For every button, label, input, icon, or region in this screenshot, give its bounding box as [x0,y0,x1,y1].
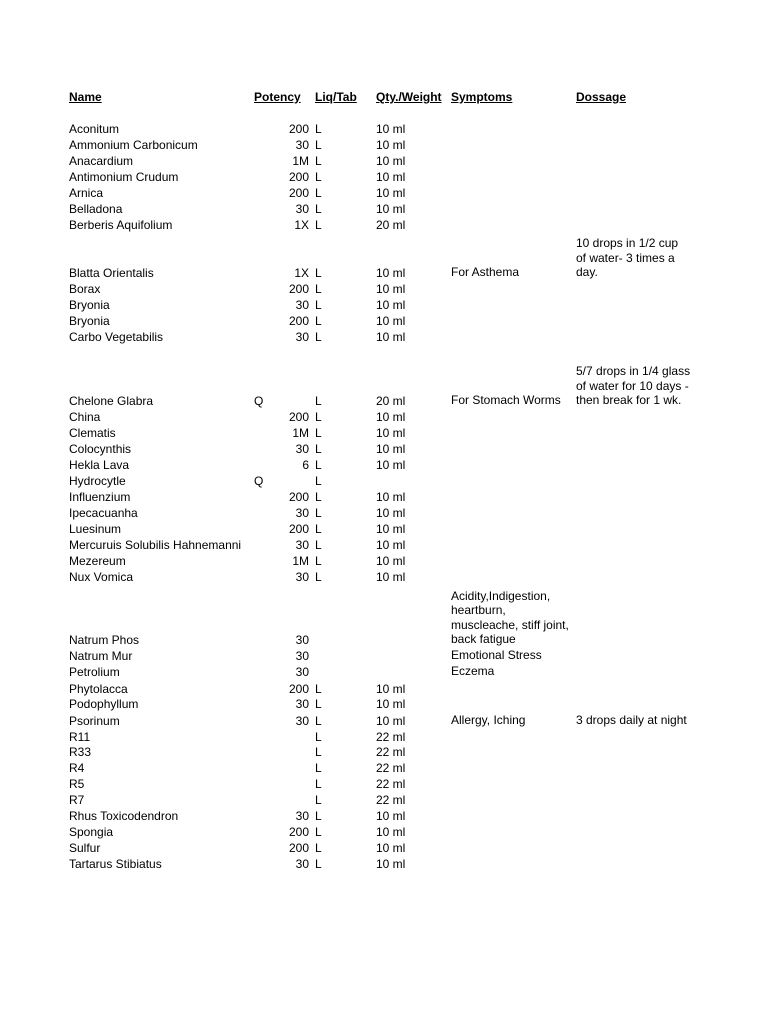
remedy-name: Ammonium Carbonicum [69,138,198,152]
remedy-name: Influenzium [69,490,131,504]
remedy-name: R4 [69,761,85,775]
table-row [0,425,768,441]
remedy-name: Mezereum [69,554,126,568]
remedy-qty: 10 ml [376,202,406,216]
remedy-name: R33 [69,745,92,759]
remedy-name: Bryonia [69,298,110,312]
table-row [0,313,768,329]
remedy-qty: 10 ml [376,282,406,296]
remedy-liq-tab: L [315,282,322,296]
remedy-qty: 22 ml [376,730,406,744]
remedy-qty: 22 ml [376,745,406,759]
remedy-liq-tab: L [315,298,322,312]
table-row [0,409,768,425]
header-row [0,89,768,105]
table-row [0,856,768,872]
remedy-liq-tab: L [315,506,322,520]
table-row [0,632,768,648]
remedy-qty: 10 ml [376,841,406,855]
remedy-potency: 1M [292,554,309,568]
remedy-qty: 10 ml [376,825,406,839]
remedy-potency: 30 [295,714,309,728]
remedy-liq-tab: L [315,394,322,408]
table-row [0,840,768,856]
remedy-liq-tab: L [315,266,322,280]
remedy-qty: 10 ml [376,410,406,424]
table-row [0,217,768,233]
remedy-potency: 30 [295,570,309,584]
table-row [0,824,768,840]
table-row [0,137,768,153]
remedy-potency: 30 [295,809,309,823]
remedy-liq-tab: L [315,522,322,536]
remedy-liq-tab: L [315,777,322,791]
table-row [0,489,768,505]
remedy-liq-tab: L [315,538,322,552]
remedy-potency: 200 [288,682,309,696]
remedy-potency: 30 [295,649,309,663]
table-row [0,281,768,297]
remedy-symptoms: Acidity,Indigestion, heartburn, muscleache, stiff joint, back fatigue [451,588,569,647]
remedy-liq-tab: L [315,154,322,168]
remedy-potency: 200 [288,522,309,536]
remedy-potency: 30 [295,857,309,871]
remedy-name: Sulfur [69,841,101,855]
remedy-qty: 22 ml [376,761,406,775]
remedy-name: Borax [69,282,101,296]
remedy-qty: 10 ml [376,314,406,328]
remedy-qty: 22 ml [376,793,406,807]
header-name: Name [69,90,102,104]
table-row [0,537,768,553]
remedy-name: Petrolium [69,665,120,679]
table-row [0,153,768,169]
table-row [0,329,768,345]
table-row [0,457,768,473]
remedy-potency: 200 [288,122,309,136]
remedy-liq-tab: L [315,825,322,839]
header-potency: Potency [254,90,301,104]
remedy-name: Antimonium Crudum [69,170,179,184]
remedy-qty: 10 ml [376,170,406,184]
remedy-potency: 1M [292,426,309,440]
table-row [0,201,768,217]
remedy-liq-tab: L [315,714,322,728]
remedy-potency: 30 [295,298,309,312]
remedy-qty: 10 ml [376,522,406,536]
table-row [0,441,768,457]
remedy-symptoms: For Asthema [451,265,520,279]
remedy-liq-tab: L [315,809,322,823]
remedy-name: Natrum Phos [69,633,140,647]
remedy-qty: 10 ml [376,809,406,823]
remedy-liq-tab: L [315,186,322,200]
remedy-potency: 30 [295,442,309,456]
header-dossage: Dossage [576,90,627,104]
remedy-potency: 30 [295,697,309,711]
header-liq-tab: Liq/Tab [315,90,357,104]
remedy-qty: 10 ml [376,186,406,200]
remedy-liq-tab: L [315,138,322,152]
remedy-symptoms: Allergy, Iching [451,713,526,727]
remedy-liq-tab: L [315,410,322,424]
remedy-potency: 1X [294,218,309,232]
remedy-dossage: 3 drops daily at night [576,713,687,727]
remedy-liq-tab: L [315,442,322,456]
remedy-liq-tab: L [315,122,322,136]
remedy-name: Hekla Lava [69,458,130,472]
remedy-liq-tab: L [315,490,322,504]
table-row [0,553,768,569]
remedy-potency: 200 [288,282,309,296]
remedy-liq-tab: L [315,697,322,711]
remedy-name: Belladona [69,202,123,216]
remedy-qty: 10 ml [376,138,406,152]
remedy-potency: 30 [295,138,309,152]
remedy-name: Bryonia [69,314,110,328]
remedy-name: R11 [69,730,91,744]
table-row [0,760,768,776]
header-symptoms: Symptoms [451,90,513,104]
remedy-name: Podophyllum [69,697,139,711]
remedy-liq-tab: L [315,761,322,775]
table-row [0,776,768,792]
remedy-liq-tab: L [315,314,322,328]
remedy-name: Ipecacuanha [69,506,138,520]
table-row [0,664,768,680]
remedy-liq-tab: L [315,330,322,344]
remedy-liq-tab: L [315,458,322,472]
remedy-name: Luesinum [69,522,122,536]
table-row [0,808,768,824]
remedy-qty: 10 ml [376,714,406,728]
remedy-liq-tab: L [315,857,322,871]
remedy-liq-tab: L [315,841,322,855]
remedy-qty: 10 ml [376,298,406,312]
remedy-liq-tab: L [315,170,322,184]
remedy-potency: 200 [288,841,309,855]
remedy-qty: 10 ml [376,490,406,504]
remedy-liq-tab: L [315,730,322,744]
remedy-name: Clematis [69,426,116,440]
remedy-name: Colocynthis [69,442,132,456]
remedy-name: Rhus Toxicodendron [69,809,179,823]
remedy-potency: 200 [288,825,309,839]
remedy-potency: 30 [295,202,309,216]
remedy-liq-tab: L [315,218,322,232]
remedy-name: Anacardium [69,154,134,168]
remedy-dossage: 10 drops in 1/2 cup of water- 3 times a day. [576,236,679,279]
remedy-liq-tab: L [315,793,322,807]
remedy-name: Arnica [69,186,104,200]
header-qty-weight: Qty./Weight [376,90,442,104]
remedy-name: Mercuruis Solubilis Hahnemanni [69,538,242,552]
remedy-liq-tab: L [315,426,322,440]
remedy-qty: 10 ml [376,857,406,871]
remedy-qty: 10 ml [376,442,406,456]
remedy-qty: 10 ml [376,506,406,520]
table-row [0,505,768,521]
remedy-name: R7 [69,793,85,807]
remedy-potency: 200 [288,186,309,200]
remedy-potency: Q [254,394,264,408]
remedy-name: Tartarus Stibiatus [69,857,162,871]
remedy-name: R5 [69,777,85,791]
remedy-potency: 200 [288,410,309,424]
remedy-qty: 10 ml [376,330,406,344]
table-row [0,121,768,137]
remedy-symptoms: Emotional Stress [451,648,542,662]
remedy-qty: 20 ml [376,218,406,232]
table-row [0,648,768,664]
remedy-qty: 10 ml [376,554,406,568]
remedy-name: Hydrocytle [69,474,126,488]
table-row [0,473,768,489]
remedy-name: Phytolacca [69,682,128,696]
remedy-potency: 6 [302,458,309,472]
remedy-name: Natrum Mur [69,649,133,663]
remedy-name: Carbo Vegetabilis [69,330,164,344]
remedy-potency: 200 [288,314,309,328]
table-row [0,744,768,760]
remedy-potency: 30 [295,633,309,647]
remedy-qty: 10 ml [376,122,406,136]
table-row [0,792,768,808]
table-row [0,681,768,697]
remedy-name: Berberis Aquifolium [69,218,173,232]
remedy-potency: 30 [295,665,309,679]
remedy-potency: 1M [292,154,309,168]
remedy-liq-tab: L [315,745,322,759]
remedy-potency: 30 [295,330,309,344]
table-row [0,297,768,313]
remedy-name: Blatta Orientalis [69,266,154,280]
remedy-liq-tab: L [315,202,322,216]
remedy-liq-tab: L [315,474,322,488]
table-row [0,185,768,201]
remedy-name: Chelone Glabra [69,394,154,408]
remedy-potency: 30 [295,538,309,552]
remedy-potency: 200 [288,490,309,504]
remedy-qty: 10 ml [376,458,406,472]
remedy-potency: 1X [294,266,309,280]
remedy-liq-tab: L [315,682,322,696]
remedy-qty: 10 ml [376,697,406,711]
remedy-name: Aconitum [69,122,120,136]
table-row [0,521,768,537]
remedy-qty: 10 ml [376,266,406,280]
remedy-liq-tab: L [315,570,322,584]
remedy-qty: 10 ml [376,426,406,440]
remedy-qty: 10 ml [376,682,406,696]
remedy-name: Nux Vomica [69,570,134,584]
remedy-name: China [69,410,101,424]
remedy-qty: 22 ml [376,777,406,791]
remedy-name: Psorinum [69,714,120,728]
remedy-name: Spongia [69,825,114,839]
remedy-dossage: 5/7 drops in 1/4 glass of water for 10 days - then break for 1 wk. [576,364,691,407]
remedy-liq-tab: L [315,554,322,568]
remedy-potency: Q [254,474,264,488]
table-row [0,169,768,185]
remedy-qty: 10 ml [376,154,406,168]
remedy-symptoms: For Stomach Worms [451,393,561,407]
remedy-qty: 10 ml [376,538,406,552]
table-row [0,569,768,585]
table-row [0,729,768,745]
remedy-symptoms: Eczema [451,664,495,678]
remedy-potency: 200 [288,170,309,184]
remedy-potency: 30 [295,506,309,520]
remedy-qty: 10 ml [376,570,406,584]
table-row [0,696,768,712]
remedy-qty: 20 ml [376,394,406,408]
